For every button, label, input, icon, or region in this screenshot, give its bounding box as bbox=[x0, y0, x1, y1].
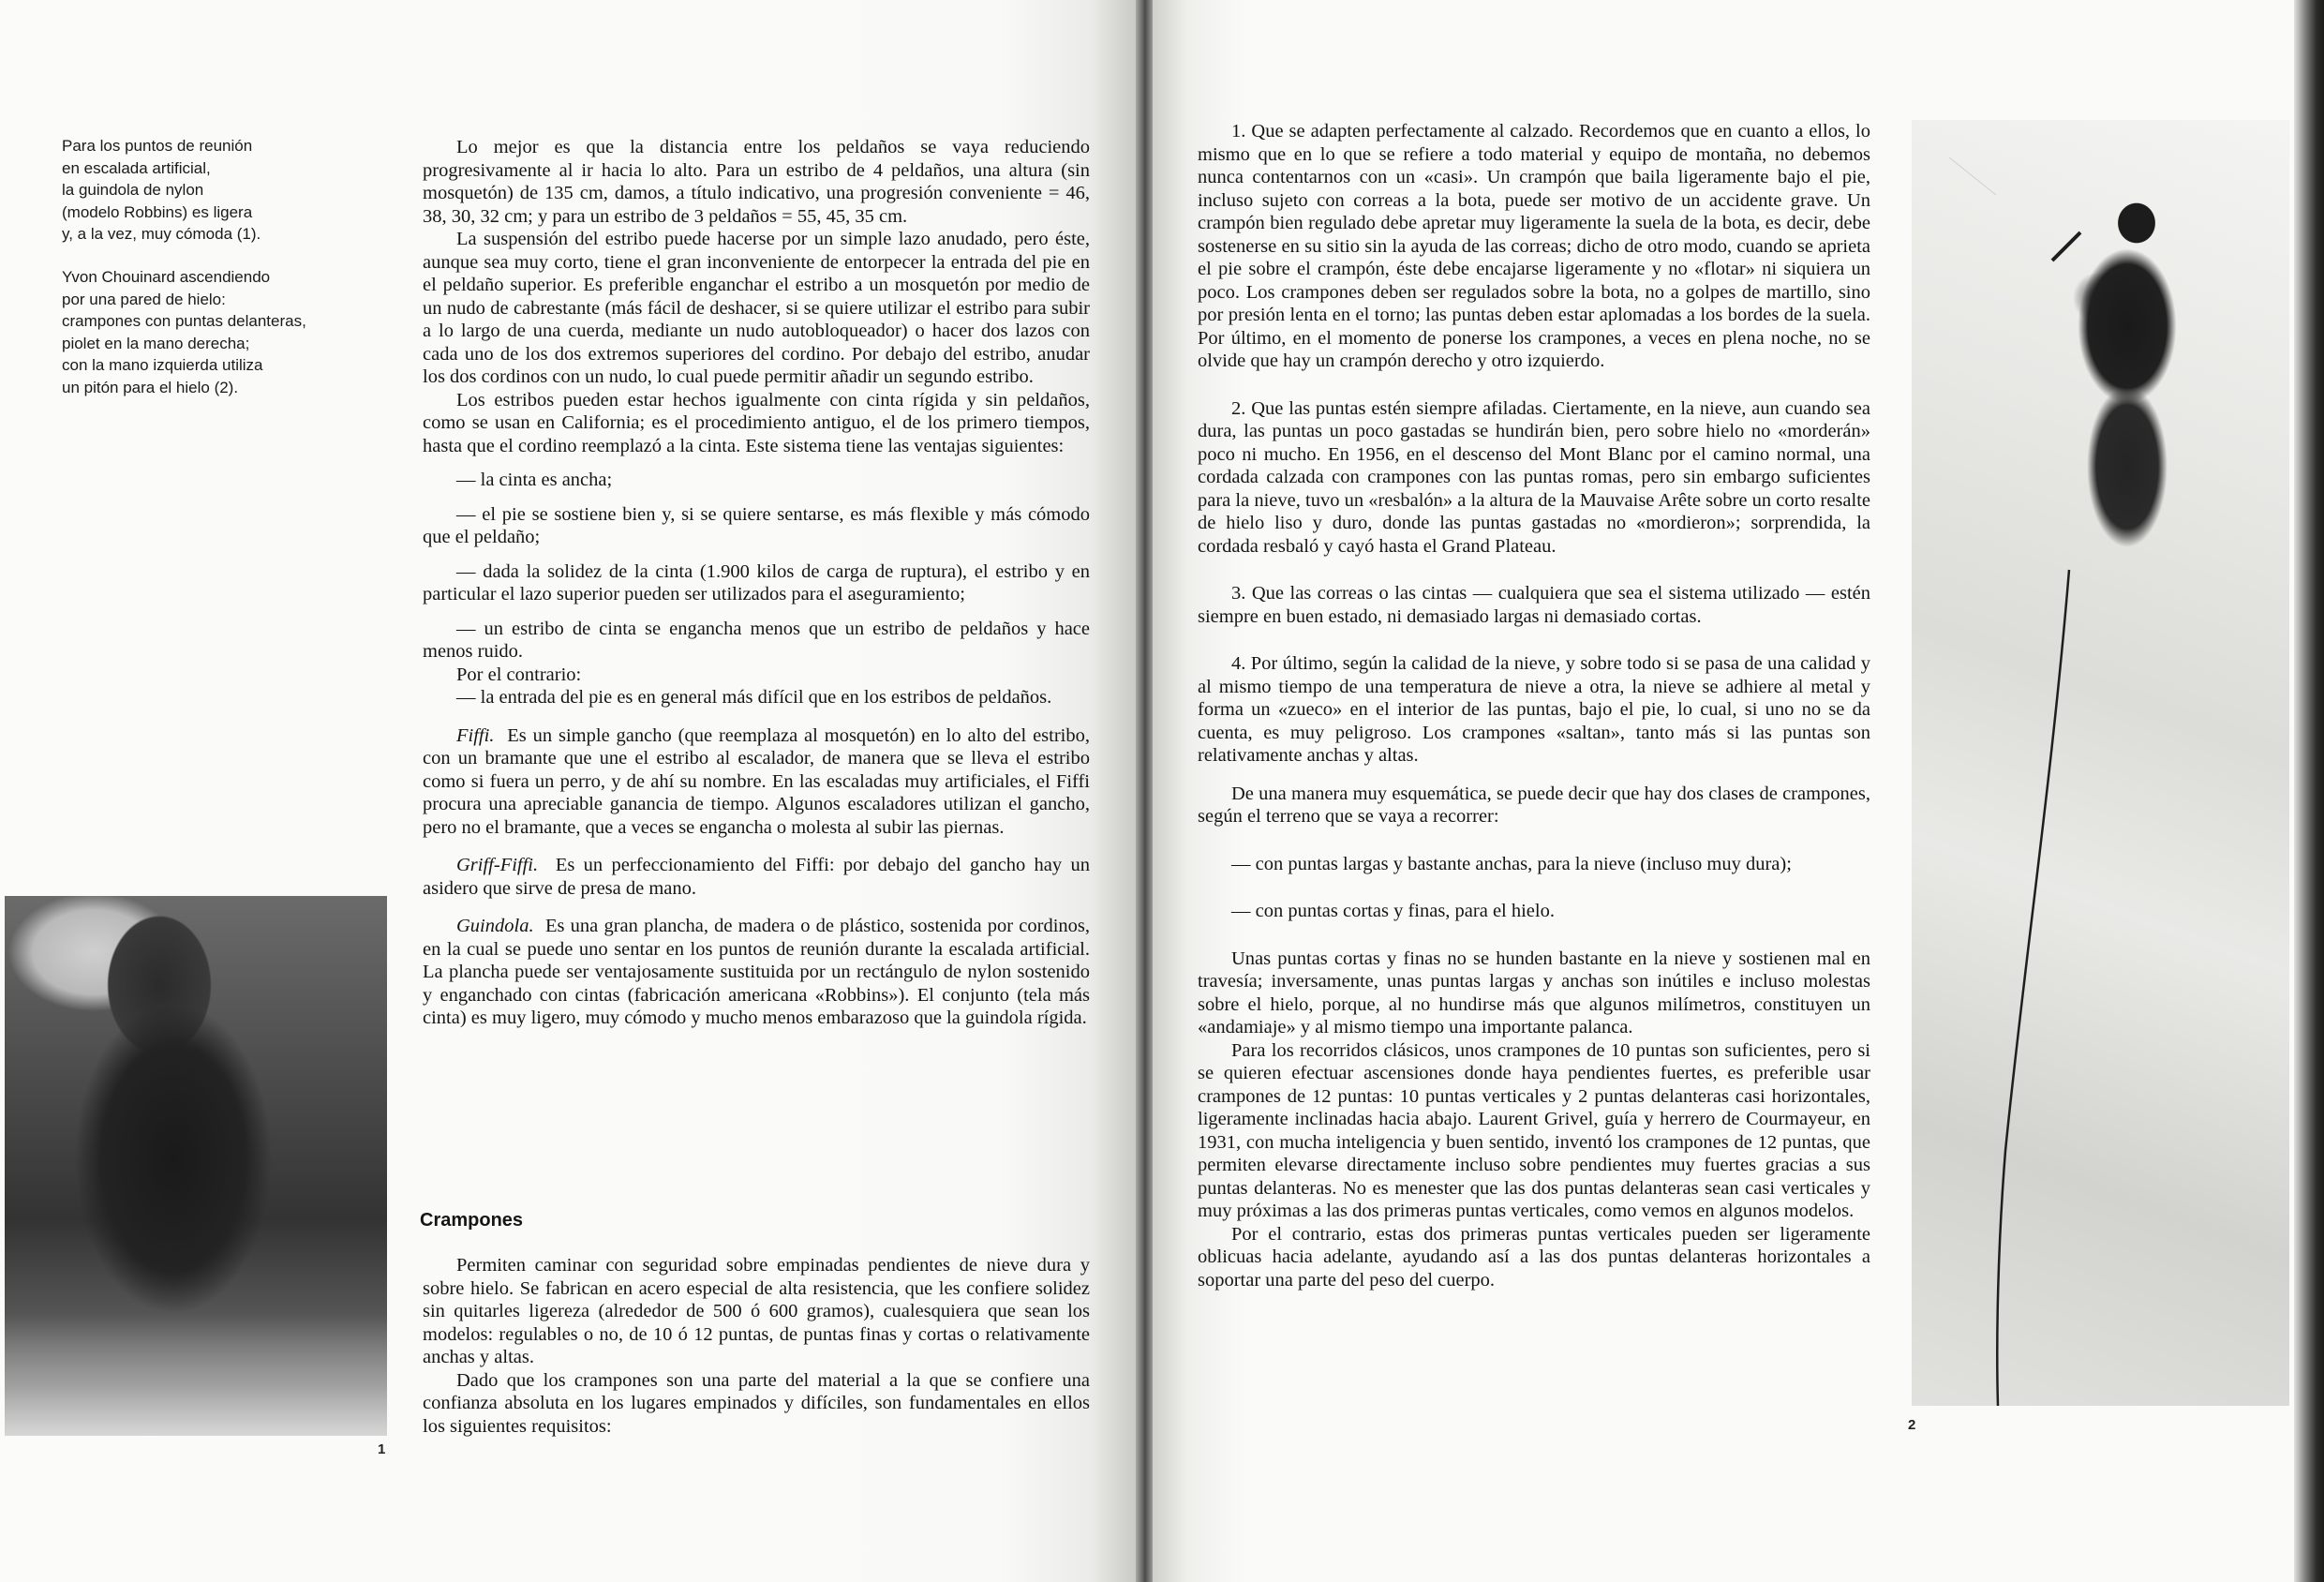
paragraph: La suspensión del estribo puede hacerse por un simple lazo anudado, pero éste, aunque sea muy corto, tiene el gran inconveniente de entorpecer la entrada del pie en el peldaño superior. Es preferible enganchar el estribo a un mosquetón por medio de un nudo de cabrestante (más fácil de deshacer, si se quiere utilizar el estribo para subir a lo largo de una cuerda, mediante un nudo autobloqueador) o hacer dos lazos con cada uno de los dos extremos superiores del cordino. Por debajo del estribo, anudar los dos cordinos con un nudo, lo cual puede permitir añadir un segundo estribo. bbox=[423, 229, 1090, 387]
term-guindola: Guindola. bbox=[456, 916, 534, 936]
caption-line: piolet en la mano derecha; bbox=[62, 334, 250, 352]
photo-guindola-climber bbox=[5, 896, 387, 1436]
book-gutter bbox=[1136, 0, 1153, 1582]
paragraph: — la entrada del pie es en general más difícil que en los estribos de peldaños. bbox=[456, 687, 1052, 708]
caption-guindola bbox=[62, 135, 371, 246]
paragraph-fiffi bbox=[423, 724, 1090, 840]
caption-line: Para los puntos de reunión bbox=[62, 137, 253, 155]
paragraph: — un estribo de cinta se engancha menos que un estribo de peldaños y hace menos ruido. bbox=[423, 618, 1090, 662]
section-heading-crampones: Crampones bbox=[420, 1210, 524, 1231]
caption-line: y, a la vez, muy cómoda (1). bbox=[62, 225, 261, 243]
requisite-2: 2. Que las puntas estén siempre afiladas. Ciertamente, en la nieve, aun cuando sea dura, las puntas un poco gastadas se hundirán bien, pero sobre hielo no «morderán» poco ni mucho. En 1956, en el descenso del Mont Blanc por el camino normal, una cordada calzada con crampones con las puntas romas, pero sin embargo suficientes para la nieve, tuvo un «resbalón» a la altura de la Mauvaise Arête sobre un corto resalte de hielo liso y duro, donde las puntas gastadas no «mordieron»; sorprendida, la cordada resbaló y cayó hasta el Grand Plateau. bbox=[1198, 397, 1870, 557]
caption-chouinard bbox=[62, 266, 371, 398]
requisite-1: 1. Que se adapten perfectamente al calzado. Recordemos que en cuanto a ellos, lo mismo que en lo que se refiere a todo material y equipo de montaña, no debemos nunca contentarnos con un «casi». Un crampón que baila ligeramente bajo el pie, incluso sujeto con correas a la bota, puede ser motivo de un accidente grave. Un crampón bien regulado debe apretar muy ligeramente la suela de la bota, es decir, debe sostenerse en su sitio sin la ayuda de las correas; dicho de otro modo, cuando se aprieta el pie sobre el crampón, éste debe encajarse ligeramente y no «flotar» ni siquiera un poco. Los crampones deben ser regulados sobre la bota, no a golpes de martillo, sino por presión lenta en el torno; las puntas deben estar aplomadas a los bordes de la suela. Por último, en el momento de ponerse los crampones, a veces en plena noche, no se olvide que hay un crampón derecho y otro izquierdo. bbox=[1198, 121, 1870, 371]
term-fiffi: Fiffi. bbox=[456, 724, 495, 746]
photo-number-2: 2 bbox=[1908, 1417, 1916, 1433]
class-ice: — con puntas cortas y finas, para el hielo. bbox=[1231, 901, 1555, 921]
classes-intro: De una manera muy esquemática, se puede decir que hay dos clases de crampones, según el terreno que se vaya a recorrer: bbox=[1198, 783, 1870, 827]
paragraph: Para los recorridos clásicos, unos crampones de 10 puntas son suficientes, pero si se quieren efectuar ascensiones donde haya pendientes fuertes, es preferible usar crampones de 12 puntas: 10 puntas verticales y 2 puntas delanteras casi horizontales, ligeramente inclinadas hacia abajo. Laurent Grivel, guía y herrero de Courmayeur, en 1931, con mucha inteligencia y buen sentido, inventó los crampones de 12 puntas, que permiten elevarse directamente incluso sobre pendientes muy fuertes gracias a sus puntas delanteras. No es menester que las dos puntas delanteras sean casi verticales y muy próximas a las dos primeras puntas verticales, como vemos en algunos modelos. bbox=[1198, 1039, 1870, 1221]
left-page bbox=[0, 0, 1136, 1582]
paragraph: Dado que los crampones son una parte del material a la que se confiere una confianza absoluta en los lugares empinados y difíciles, son fundamentales en ellos los siguientes requisitos: bbox=[423, 1369, 1090, 1437]
paragraph: Unas puntas cortas y finas no se hunden bastante en la nieve y sostienen mal en travesía; inversamente, unas puntas largas y anchas son inútiles e incluso molestas sobre el hielo, porque, al no hundirse más que algunos milímetros, constituyen un «andamiaje» y al mismo tiempo una importante palanca. bbox=[1198, 948, 1870, 1037]
paragraph-griff-fiffi bbox=[423, 854, 1090, 900]
climber-figure bbox=[2024, 195, 2202, 589]
crampones-intro-column bbox=[423, 1254, 1090, 1438]
book-edge bbox=[2294, 0, 2324, 1582]
paragraph: Por el contrario: bbox=[456, 664, 582, 685]
caption-line: por una pared de hielo: bbox=[62, 290, 226, 308]
left-text-column bbox=[423, 136, 1090, 1030]
requisite-4: 4. Por último, según la calidad de la nieve, y sobre todo si se pasa de una calidad y al mismo tiempo de una temperatura de nieve a otra, la nieve se adhiere al metal y forma un «zueco» en el interior de las puntas, bajo el pie, lo cual, si uno no se da cuenta, es muy peligroso. Los crampones «saltan», tanto más si las puntas son relativamente anchas y altas. bbox=[1198, 653, 1870, 766]
caption-line: la guindola de nylon bbox=[62, 181, 204, 199]
requisite-3: 3. Que las correas o las cintas — cualquiera que sea el sistema utilizado — estén siempre en buen estado, ni demasiado largas ni demasiado cortas. bbox=[1198, 583, 1870, 627]
definition-fiffi: Es un simple gancho (que reemplaza al mosquetón) en lo alto del estribo, con un bramante que une el estribo al escalador, de manera que se lleva el estribo como si fuera un perro, y de ahí su nombre. En las escaladas muy artificiales, el Fiffi procura una apreciable ganancia de tiempo. Algunos escaladores utilizan el gancho, pero no el bramante, que a veces se engancha o molesta al subir las piernas. bbox=[423, 724, 1090, 838]
paragraph: — dada la solidez de la cinta (1.900 kilos de carga de ruptura), el estribo y en particular el lazo superior pueden ser utilizados para el aseguramiento; bbox=[423, 560, 1090, 604]
caption-line: un pitón para el hielo (2). bbox=[62, 378, 239, 396]
class-snow: — con puntas largas y bastante anchas, para la nieve (incluso muy dura); bbox=[1231, 853, 1792, 874]
definition-guindola: Es una gran plancha, de madera o de plástico, sostenida por cordinos, en la cual se puede uno sentar en los puntos de reunión durante la escalada artificial. La plancha puede ser ventajosamente sustituida por un rectángulo de nylon sostenido y enganchado con cintas (fabricación americana «Robbins»). El conjunto (tela más cinta) es muy ligero, muy cómodo y mucho menos embarazoso que la guindola rígida. bbox=[423, 916, 1091, 1028]
paragraph-guindola bbox=[423, 915, 1090, 1030]
caption-line: en escalada artificial, bbox=[62, 158, 211, 177]
caption-line: Yvon Chouinard ascendiendo bbox=[62, 268, 271, 286]
definition-griff-fiffi: Es un perfeccionamiento del Fiffi: por debajo del gancho hay un asidero que sirve de presa de mano. bbox=[423, 855, 1090, 899]
caption-line: con la mano izquierda utiliza bbox=[62, 356, 263, 374]
paragraph: — el pie se sostiene bien y, si se quiere sentarse, es más flexible y más cómodo que el peldaño; bbox=[423, 503, 1090, 547]
right-text-column bbox=[1198, 120, 1870, 1291]
right-page bbox=[1153, 0, 2324, 1582]
term-griff-fiffi: Griff-Fiffi. bbox=[456, 855, 539, 875]
paragraph: Los estribos pueden estar hechos igualmente con cinta rígida y sin peldaños, como se usan en California; es el procedimiento antiguo, el de los primero tiempos, hasta que el cordino reemplazó a la cinta. Este sistema tiene las ventajas siguientes: bbox=[423, 389, 1090, 456]
photo-ice-climber bbox=[1912, 120, 2289, 1406]
caption-line: crampones con puntas delanteras, bbox=[62, 312, 306, 330]
paragraph: — la cinta es ancha; bbox=[456, 470, 613, 490]
photo-number-1: 1 bbox=[378, 1441, 386, 1457]
photo-snow bbox=[5, 1314, 387, 1436]
paragraph: Por el contrario, estas dos primeras puntas verticales pueden ser ligeramente oblicuas hacia adelante, ayudando así a las dos puntas delanteras horizontales a soportar una parte del peso del cuerpo. bbox=[1198, 1223, 1870, 1291]
paragraph: Permiten caminar con seguridad sobre empinadas pendientes de nieve dura y sobre hielo. Se fabrican en acero especial de alta resistencia, que les confiere solidez sin quitarles ligereza (alrededor de 500 ó 600 gramos), cualesquiera que sean los modelos: regulables o no, de 10 ó 12 puntas, de puntas finas y cortas o relativamente anchas y altas. bbox=[423, 1255, 1090, 1367]
caption-line: (modelo Robbins) es ligera bbox=[62, 202, 253, 221]
paragraph: Lo mejor es que la distancia entre los peldaños se vaya reduciendo progresivamente al ir hacia lo alto. Para un estribo de 4 peldaños, una altura (sin mosquetón) de 135 cm, damos, a título indicativo, una progresión conveniente = 46, 38, 30, 32 cm; y para un estribo de 3 peldaños = 55, 45, 35 cm. bbox=[423, 137, 1090, 227]
